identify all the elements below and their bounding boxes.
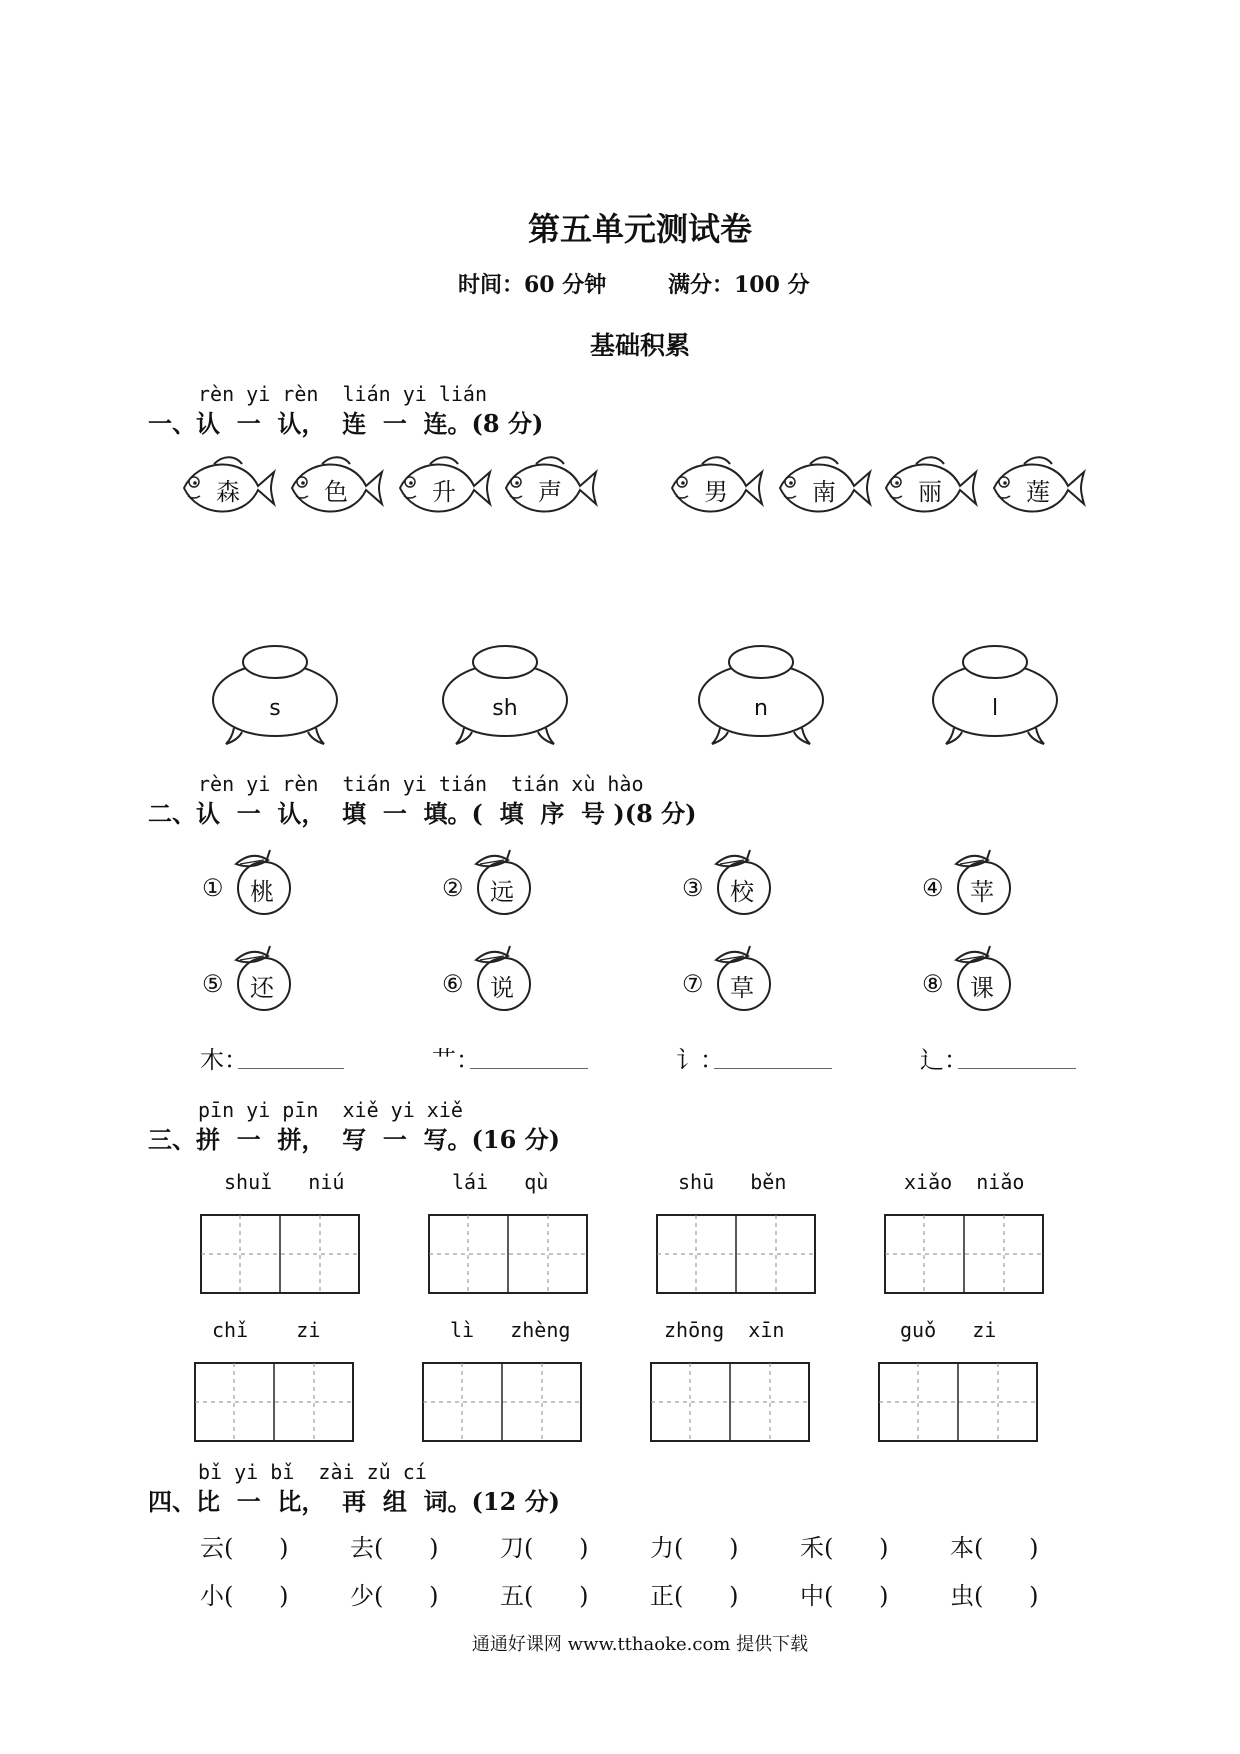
- fish-card[interactable]: [396, 452, 492, 524]
- item-number: ⑧: [922, 970, 944, 998]
- pot-initial: n: [754, 696, 768, 721]
- apple-character: 还: [250, 974, 274, 1002]
- word-item[interactable]: 小( ): [200, 1582, 289, 1610]
- apple-card: [682, 846, 802, 916]
- apple-card: [922, 846, 1042, 916]
- apple-character: 说: [490, 974, 514, 1002]
- apple-character: 苹: [970, 878, 994, 906]
- word-item[interactable]: 去( ): [350, 1534, 439, 1562]
- pot-card[interactable]: [930, 640, 1060, 746]
- item-number: ⑥: [442, 970, 464, 998]
- word-item[interactable]: 本( ): [950, 1534, 1039, 1562]
- apple-character: 校: [730, 878, 754, 906]
- pot-initial: l: [991, 696, 999, 721]
- fish-character: 森: [216, 478, 240, 506]
- writing-grid[interactable]: [656, 1214, 816, 1294]
- section2-pinyin: rèn yi rèn tián yi tián tián xù hào: [198, 772, 644, 796]
- word-item[interactable]: 中( ): [800, 1582, 889, 1610]
- fish-character: 丽: [918, 478, 942, 506]
- item-number: ③: [682, 874, 704, 902]
- apple-card: [442, 846, 562, 916]
- word-item[interactable]: 正( ): [650, 1582, 739, 1610]
- fish-character: 色: [324, 478, 348, 506]
- writing-grid[interactable]: [884, 1214, 1044, 1294]
- word-pinyin: lái qù: [452, 1170, 549, 1194]
- fish-character: 声: [538, 478, 562, 506]
- fish-card[interactable]: [776, 452, 872, 524]
- fish-card[interactable]: [668, 452, 764, 524]
- word-pinyin: shū běn: [678, 1170, 787, 1194]
- answer-blank[interactable]: [714, 1068, 832, 1069]
- writing-grid[interactable]: [878, 1362, 1038, 1442]
- writing-grid[interactable]: [194, 1362, 354, 1442]
- fish-card[interactable]: [180, 452, 276, 524]
- fish-character: 男: [704, 478, 728, 506]
- word-item[interactable]: 禾( ): [800, 1534, 889, 1562]
- section4-heading: 四、比 一 比， 再 组 词。(12 分): [148, 1487, 561, 1516]
- fish-card[interactable]: [882, 452, 978, 524]
- pot-outline-icon: [696, 640, 826, 746]
- apple-character: 草: [730, 974, 754, 1002]
- section-group-title: 基础积累: [589, 331, 690, 360]
- word-pinyin: chǐ zi: [212, 1318, 321, 1342]
- apple-character: 远: [490, 878, 514, 906]
- writing-grid[interactable]: [200, 1214, 360, 1294]
- word-pinyin: guǒ zi: [900, 1318, 997, 1342]
- word-item[interactable]: 力( ): [650, 1534, 739, 1562]
- fish-card[interactable]: [990, 452, 1086, 524]
- section3-pinyin: pīn yi pīn xiě yi xiě: [198, 1098, 463, 1122]
- writing-grid[interactable]: [428, 1214, 588, 1294]
- full-score: 满分：100 分: [668, 272, 810, 298]
- page-title: 第五单元测试卷: [527, 210, 752, 248]
- footer-source: 通通好课网 www.tthaoke.com 提供下载: [471, 1634, 809, 1655]
- fish-character: 莲: [1026, 478, 1050, 506]
- time-limit: 时间：60 分钟: [458, 272, 607, 298]
- pot-outline-icon: [210, 640, 340, 746]
- radical-label: 木：: [200, 1046, 248, 1074]
- answer-blank[interactable]: [470, 1068, 588, 1069]
- section1-pinyin: rèn yi rèn lián yi lián: [198, 382, 487, 406]
- item-number: ①: [202, 874, 224, 902]
- apple-card: [202, 846, 322, 916]
- item-number: ⑤: [202, 970, 224, 998]
- fish-card[interactable]: [502, 452, 598, 524]
- pot-initial: s: [269, 696, 281, 721]
- fish-character: 升: [432, 478, 456, 506]
- fish-card[interactable]: [288, 452, 384, 524]
- word-pinyin: zhōng xīn: [664, 1318, 785, 1342]
- apple-card: [442, 942, 562, 1012]
- word-pinyin: xiǎo niǎo: [904, 1170, 1025, 1194]
- writing-grid[interactable]: [650, 1362, 810, 1442]
- pot-card[interactable]: [696, 640, 826, 746]
- apple-character: 桃: [250, 878, 274, 906]
- word-item[interactable]: 少( ): [350, 1582, 439, 1610]
- apple-card: [682, 942, 802, 1012]
- fish-character: 南: [812, 478, 836, 506]
- word-item[interactable]: 刀( ): [500, 1534, 589, 1562]
- answer-blank[interactable]: [958, 1068, 1076, 1069]
- item-number: ⑦: [682, 970, 704, 998]
- pot-initial: sh: [492, 696, 518, 721]
- pot-outline-icon: [930, 640, 1060, 746]
- radical-label: 讠：: [676, 1046, 724, 1074]
- word-item[interactable]: 五( ): [500, 1582, 589, 1610]
- radical-label: 艹：: [432, 1046, 480, 1074]
- radical-label: 辶：: [920, 1046, 968, 1074]
- item-number: ②: [442, 874, 464, 902]
- pot-outline-icon: [440, 640, 570, 746]
- apple-card: [922, 942, 1042, 1012]
- apple-character: 课: [970, 974, 994, 1002]
- apple-card: [202, 942, 322, 1012]
- section1-heading: 一、认 一 认， 连 一 连。(8 分): [148, 409, 544, 438]
- section4-pinyin: bǐ yi bǐ zài zǔ cí: [198, 1460, 427, 1484]
- word-pinyin: shuǐ niú: [224, 1170, 345, 1194]
- word-pinyin: lì zhèng: [450, 1318, 571, 1342]
- word-item[interactable]: 虫( ): [950, 1582, 1039, 1610]
- pot-card[interactable]: [210, 640, 340, 746]
- item-number: ④: [922, 874, 944, 902]
- writing-grid[interactable]: [422, 1362, 582, 1442]
- section3-heading: 三、拼 一 拼， 写 一 写。(16 分): [148, 1125, 561, 1154]
- section2-heading: 二、认 一 认， 填 一 填。( 填 序 号 )(8 分): [148, 799, 697, 828]
- answer-blank[interactable]: [238, 1068, 344, 1069]
- pot-card[interactable]: [440, 640, 570, 746]
- word-item[interactable]: 云( ): [200, 1534, 289, 1562]
